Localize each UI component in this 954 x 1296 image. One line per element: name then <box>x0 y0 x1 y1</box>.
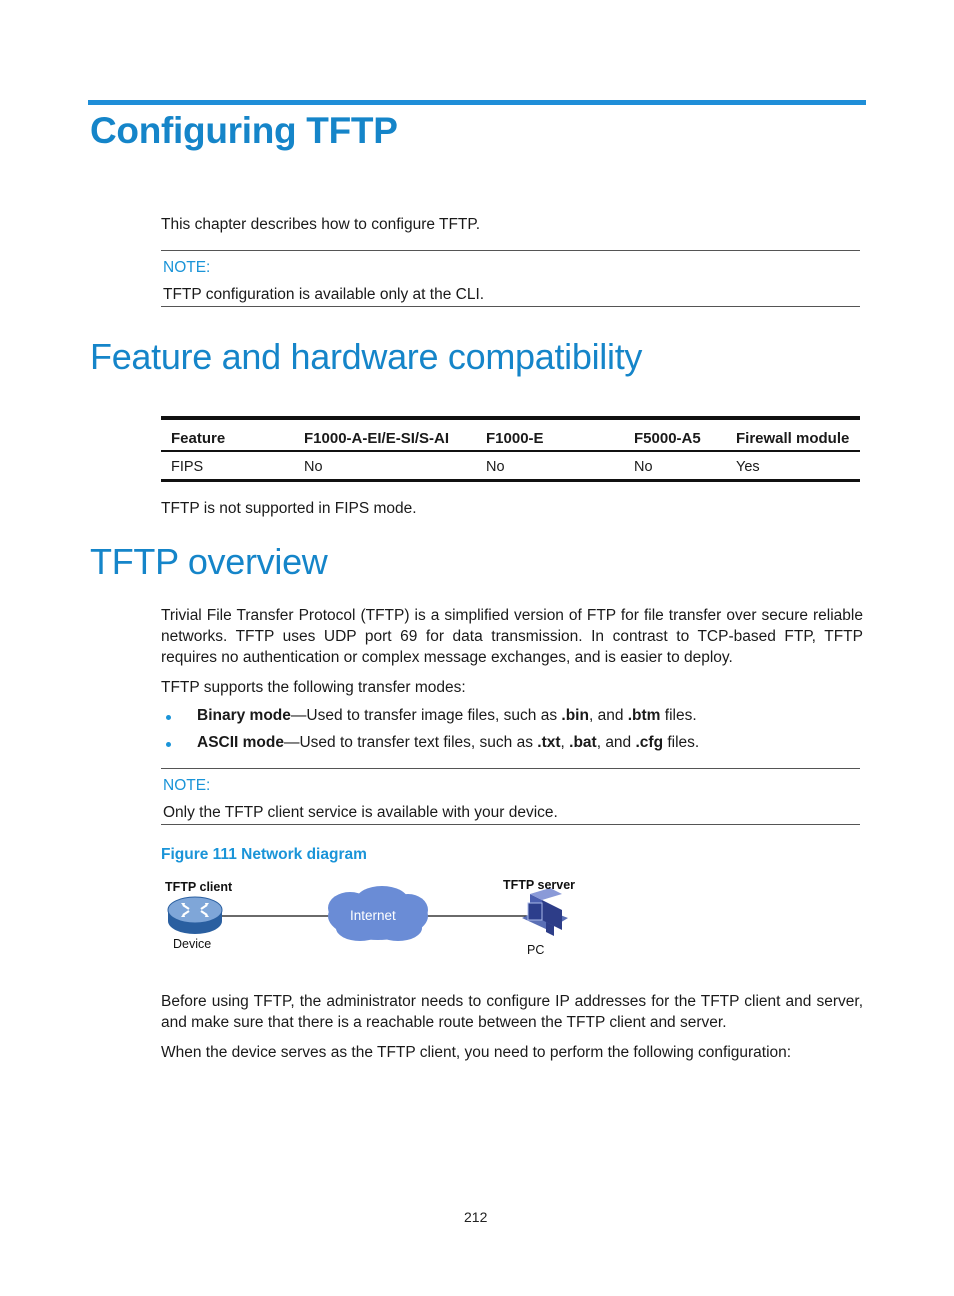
mode-desc: —Used to transfer text files, such as <box>283 734 538 751</box>
note2-label: NOTE: <box>163 777 211 794</box>
mode-sep: , and <box>588 707 628 724</box>
pc-icon <box>522 888 568 936</box>
file-ext: .txt <box>537 734 561 751</box>
figure-title: Figure 111 Network diagram <box>161 846 367 863</box>
when-paragraph: When the device serves as the TFTP client, you need to perform the following configuration: <box>161 1044 792 1061</box>
tftp-client-label: TFTP client <box>165 880 233 894</box>
table-header-cell: F1000-A-EI/E-SI/S-AI <box>294 418 476 451</box>
intro-text: This chapter describes how to configure TFTP. <box>161 216 481 233</box>
list-item-binary-mode <box>197 707 697 725</box>
section-title-compatibility: Feature and hardware compatibility <box>90 336 643 377</box>
file-ext: .bat <box>569 734 597 751</box>
note1-top-rule <box>161 250 860 251</box>
fips-note: TFTP is not supported in FIPS mode. <box>161 500 417 517</box>
table-cell: FIPS <box>161 451 294 481</box>
note2-top-rule <box>161 768 860 769</box>
table-header-cell: Feature <box>161 418 294 451</box>
pc-label: PC <box>527 943 545 957</box>
file-ext: .cfg <box>635 734 664 751</box>
table-header-cell: F1000-E <box>476 418 624 451</box>
table-cell: No <box>624 451 726 481</box>
table-row <box>161 451 860 481</box>
note2-text: Only the TFTP client service is available with your device. <box>163 804 558 821</box>
note2-bottom-rule <box>161 824 860 825</box>
mode-desc: —Used to transfer image files, such as <box>290 707 562 724</box>
note1-bottom-rule <box>161 306 860 307</box>
note1-text: TFTP configuration is available only at the CLI. <box>163 286 485 303</box>
modes-intro: TFTP supports the following transfer modes: <box>161 679 466 696</box>
section-title-overview: TFTP overview <box>90 541 328 582</box>
internet-label: Internet <box>350 908 396 923</box>
tftp-server-label: TFTP server <box>503 878 576 892</box>
list-item-ascii-mode <box>197 734 699 752</box>
device-label: Device <box>173 937 212 951</box>
mode-tail: files. <box>660 707 697 724</box>
table-cell: Yes <box>726 451 860 481</box>
chapter-title: Configuring TFTP <box>90 110 398 151</box>
mode-term: ASCII mode <box>197 734 284 751</box>
note1-label: NOTE: <box>163 259 211 276</box>
file-ext: .btm <box>627 707 661 724</box>
table-header-cell: F5000-A5 <box>624 418 726 451</box>
router-icon <box>168 897 222 934</box>
compatibility-table <box>161 416 860 482</box>
bullet-icon <box>166 715 171 720</box>
mode-term: Binary mode <box>197 707 291 724</box>
page-number: 212 <box>464 1209 488 1225</box>
mode-tail: files. <box>663 734 700 751</box>
table-header-row <box>161 418 860 451</box>
table-cell: No <box>294 451 476 481</box>
mode-sep: , <box>560 734 570 751</box>
table-header-cell: Firewall module <box>726 418 860 451</box>
file-ext: .bin <box>561 707 589 724</box>
chapter-top-rule <box>88 100 866 105</box>
mode-sep: , and <box>596 734 636 751</box>
before-paragraph: Before using TFTP, the administrator needs to configure IP addresses for the TFTP client and server, and make sure that there is a reachable route between the TFTP client and server. <box>161 993 863 1031</box>
overview-paragraph: Trivial File Transfer Protocol (TFTP) is a simplified version of FTP for file transfer over secure reliable networks. TFTP uses UDP port 69 for data transmission. In contrast to TCP-based FTP, TFTP requires no authentication or complex message exchanges, and is easier to deploy. <box>161 607 863 666</box>
table-cell: No <box>476 451 624 481</box>
bullet-icon <box>166 742 171 747</box>
network-diagram <box>150 870 610 970</box>
